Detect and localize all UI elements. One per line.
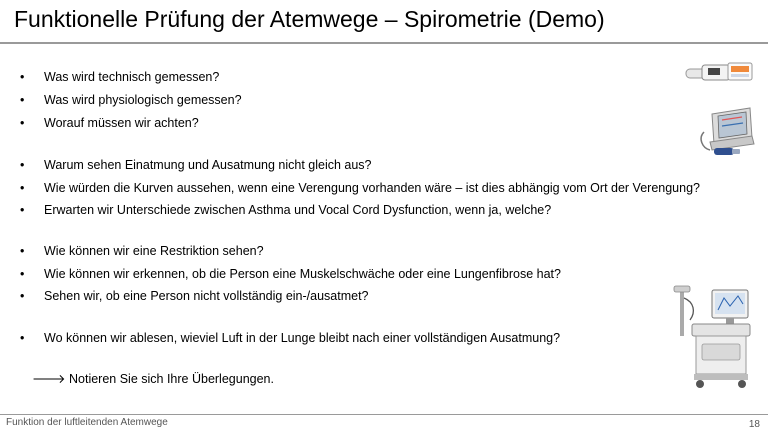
bullet-icon: • bbox=[20, 244, 25, 258]
title-divider bbox=[0, 42, 768, 44]
bullet-text: Wie können wir eine Restriktion sehen? bbox=[44, 244, 264, 258]
bullet-icon: • bbox=[20, 331, 25, 345]
bullet-icon: • bbox=[20, 116, 25, 130]
bullet-text: Was wird technisch gemessen? bbox=[44, 70, 220, 84]
bullet-icon: • bbox=[20, 158, 25, 172]
slide-title: Funktionelle Prüfung der Atemwege – Spirometrie (Demo) bbox=[14, 6, 605, 32]
bullet-icon: • bbox=[20, 93, 25, 107]
bullet-text: Worauf müssen wir achten? bbox=[44, 116, 199, 130]
spirometry-cart-image bbox=[668, 284, 758, 394]
desktop-spirometer-image bbox=[696, 104, 756, 158]
bullet-icon: • bbox=[20, 203, 25, 217]
bullet-text: Erwarten wir Unterschiede zwischen Asthma und Vocal Cord Dysfunction, wenn ja, welche? bbox=[44, 203, 552, 217]
bullet-icon: • bbox=[20, 289, 25, 303]
footer-text: Funktion der luftleitenden Atemwege bbox=[6, 417, 168, 428]
page-number: 18 bbox=[748, 419, 760, 430]
bullet-icon: • bbox=[20, 70, 25, 84]
bullet-icon: • bbox=[20, 181, 25, 195]
bullet-text: Was wird physiologisch gemessen? bbox=[44, 93, 242, 107]
bullet-icon: • bbox=[20, 267, 25, 281]
bullet-text: Wie würden die Kurven aussehen, wenn eine Verengung vorhanden wäre – ist dies abhängig vom Ort der Verengung? bbox=[44, 181, 700, 195]
bullet-text: Wie können wir erkennen, ob die Person eine Muskelschwäche oder eine Lungenfibrose hat? bbox=[44, 267, 561, 281]
bullet-text: Sehen wir, ob eine Person nicht vollständig ein-/ausatmet? bbox=[44, 289, 369, 303]
handheld-spirometer-image bbox=[684, 56, 756, 86]
bullet-text: Warum sehen Einatmung und Ausatmung nicht gleich aus? bbox=[44, 158, 372, 172]
bullet-text: Wo können wir ablesen, wieviel Luft in der Lunge bleibt nach einer vollständigen Ausatmung? bbox=[44, 331, 561, 345]
footer-divider bbox=[0, 414, 768, 415]
note-text: 🡒 Notieren Sie sich Ihre Überlegungen. bbox=[32, 372, 274, 386]
